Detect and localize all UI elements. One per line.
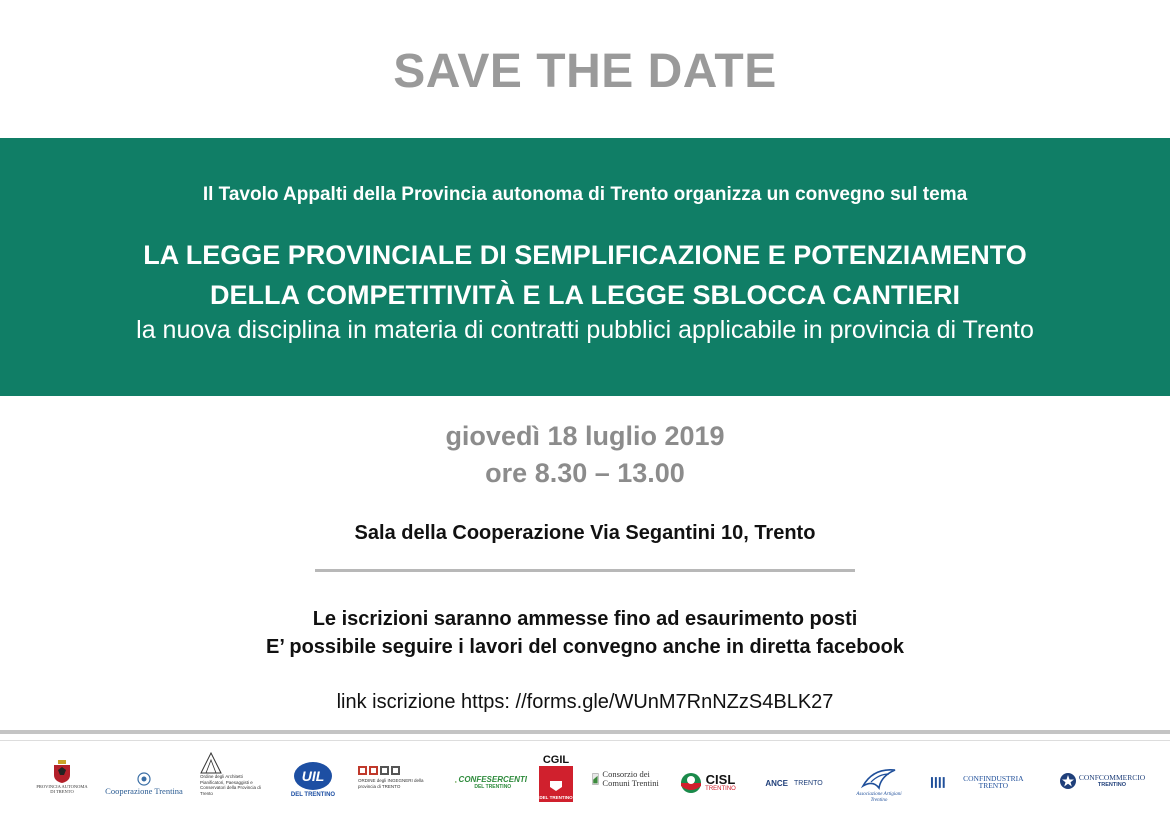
logo-confesercenti: CONFESERCENTI DEL TRENTINO <box>455 774 527 790</box>
footer-divider <box>0 730 1170 734</box>
banner-intro: Il Tavolo Appalti della Provincia autonoma di Trento organizza un convegno sul tema <box>202 184 968 205</box>
logo-confindustria-trento: CONFINDUSTRIA TRENTO <box>930 774 1038 790</box>
consorzio-flag-icon <box>592 768 599 790</box>
logo-cooperazione-trentina: Cooperazione Trentina <box>100 772 188 796</box>
confindustria-eagle-icon <box>930 774 946 790</box>
cisl-emblem-icon <box>680 772 702 794</box>
registration-note: Le iscrizioni saranno ammesse fino ad esaurimento posti <box>312 608 858 630</box>
logo-cisl: CISL TRENTINO <box>675 772 741 794</box>
ingegneri-mark <box>358 766 400 775</box>
logo-confcommercio: CONFCOMMERCIO TRENTINO <box>1058 772 1146 790</box>
event-time: ore 8.30 – 13.00 <box>485 458 685 488</box>
artigiani-bird-icon <box>859 766 899 792</box>
uil-badge: UIL <box>294 762 332 790</box>
save-the-date-heading: SAVE THE DATE <box>393 45 777 98</box>
confesercenti-leaf-icon <box>455 774 457 790</box>
logo-cgil: CGIL DEL TRENTINO <box>539 754 573 800</box>
logo-ordine-ingegneri: ORDINE degli INGEGNERI della provincia di TRENTO <box>358 766 442 789</box>
banner-title-line-1: LA LEGGE PROVINCIALE DI SEMPLIFICAZIONE E POTENZIAMENTO <box>143 240 1027 270</box>
architect-triangle-icon <box>200 752 222 774</box>
divider <box>315 569 855 572</box>
eagle-crest-icon <box>52 760 72 784</box>
registration-link[interactable]: link iscrizione https: //forms.gle/WUnM7RnNZzS4BLK27 <box>336 691 834 713</box>
confcommercio-star-icon <box>1059 772 1077 790</box>
event-venue: Sala della Cooperazione Via Segantini 10, Trento <box>354 522 816 544</box>
logo-uil: UIL DEL TRENTINO <box>288 762 338 799</box>
logo-consorzio-comuni: Consorzio dei Comuni Trentini <box>592 768 668 790</box>
topic-banner <box>0 138 1170 396</box>
event-date: giovedì 18 luglio 2019 <box>445 421 725 451</box>
banner-subtitle: la nuova disciplina in materia di contratti pubblici applicabile in provincia di Trento <box>136 316 1034 344</box>
logo-provincia-trento: PROVINCIA AUTONOMA DI TRENTO <box>34 760 90 794</box>
cooperation-icon <box>136 772 152 786</box>
footer-divider-thin <box>0 740 1170 741</box>
banner-title-line-2: DELLA COMPETITIVITÀ E LA LEGGE SBLOCCA CANTIERI <box>209 280 960 310</box>
cgil-red-block: DEL TRENTINO <box>539 766 573 802</box>
facebook-note: E’ possibile seguire i lavori del convegno anche in diretta facebook <box>266 636 904 658</box>
logo-associazione-artigiani: Associazione Artigiani Trentino <box>852 766 906 804</box>
logo-ance-trento: ANCE TRENTO <box>765 778 823 788</box>
logo-ordine-architetti: Ordine degli Architetti Pianificatori, Paesaggisti e Conservatori della Provincia di Trento <box>200 752 262 796</box>
sponsor-logos <box>0 750 1170 820</box>
